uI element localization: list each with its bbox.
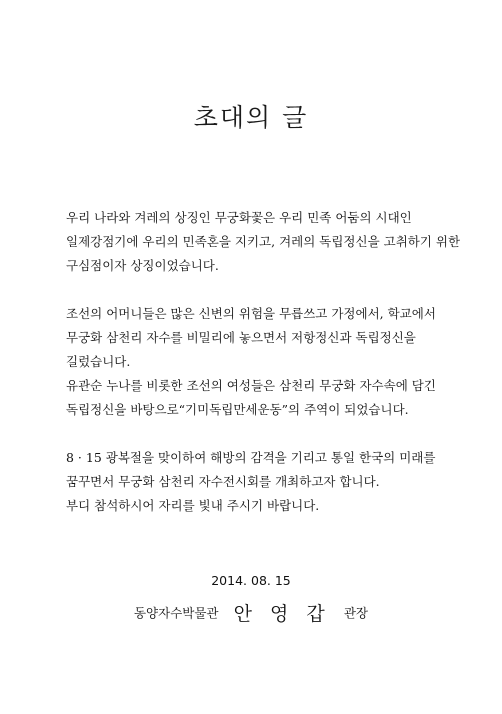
body-line: 독립정신을 바탕으로“기미독립만세운동”의 주역이 되었습니다. [66, 402, 409, 417]
body-line: 길렀습니다. [66, 354, 131, 369]
organization-name: 동양자수박물관 [133, 605, 219, 621]
paragraph-3 [66, 446, 486, 518]
body-line: 일제강점기에 우리의 민족혼을 지키고, 겨레의 독립정신을 고취하기 위한 [66, 234, 461, 249]
invitation-date: 2014. 08. 15 [211, 573, 291, 588]
body-line: 부디 참석하시어 자리를 빛내 주시기 바랍니다. [66, 498, 320, 513]
signature-block [0, 599, 502, 626]
signatory-position: 관장 [343, 605, 369, 621]
body-line: 우리 나라와 겨레의 상징인 무궁화꽃은 우리 민족 어둠의 시대인 [66, 210, 412, 225]
invitation-body [66, 206, 486, 518]
body-line: 유관순 누나를 비롯한 조선의 여성들은 삼천리 무궁화 자수속에 담긴 [66, 378, 436, 393]
body-line: 꿈꾸면서 무궁화 삼천리 자수전시회를 개최하고자 합니다. [66, 474, 380, 489]
invitation-title: 초대의 글 [193, 103, 309, 132]
paragraph-1 [66, 206, 486, 278]
paragraph-2 [66, 302, 486, 422]
body-line: 조선의 어머니들은 많은 신변의 위험을 무릅쓰고 가정에서, 학교에서 [66, 306, 436, 321]
body-line: 구심점이자 상징이었습니다. [66, 258, 219, 273]
signatory-name: 안 영 갑 [233, 603, 331, 625]
body-line: 8 · 15 광복절을 맞이하여 해방의 감격을 기리고 통일 한국의 미래를 [66, 450, 436, 465]
body-line: 무궁화 삼천리 자수를 비밀리에 놓으면서 저항정신과 독립정신을 [66, 330, 416, 345]
